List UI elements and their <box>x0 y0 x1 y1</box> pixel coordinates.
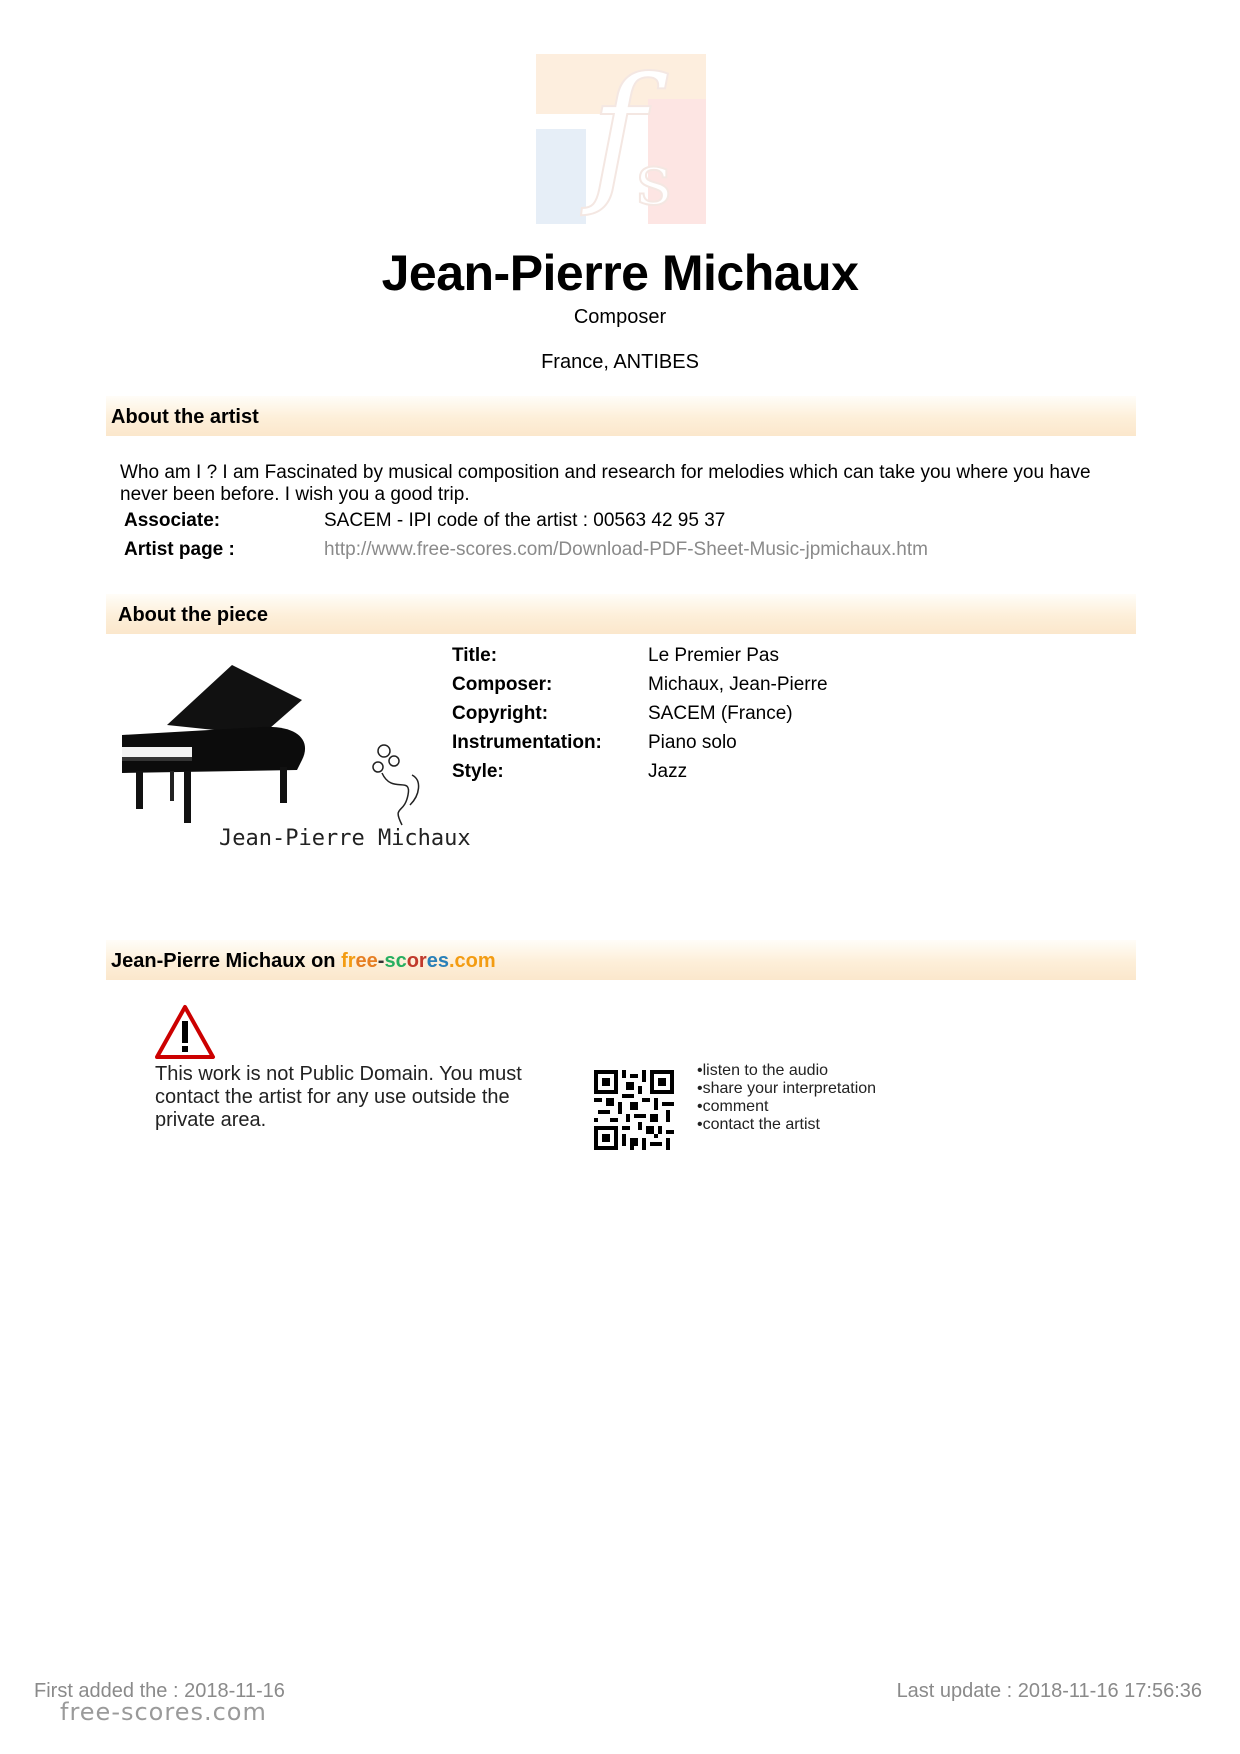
warning-triangle-icon <box>154 1004 216 1060</box>
site-name-part: or <box>406 950 427 972</box>
site-name-part: - <box>377 950 385 972</box>
piece-style-value: Jazz <box>648 761 688 782</box>
site-name-part: es <box>426 950 449 972</box>
svg-text:s: s <box>636 139 672 221</box>
artist-page-link[interactable]: http://www.free-scores.com/Download-PDF-Sheet-Music-jpmichaux.htm <box>324 539 928 560</box>
site-name[interactable] <box>341 950 496 972</box>
first-added-date: First added the : 2018-11-16 <box>34 1680 285 1702</box>
feature-list <box>697 1062 876 1134</box>
artist-location: France, ANTIBES <box>541 351 699 373</box>
associate-value: SACEM - IPI code of the artist : 00563 42 95 37 <box>324 510 726 531</box>
piece-composer-label: Composer: <box>452 674 553 695</box>
qr-code-icon[interactable] <box>594 1070 674 1150</box>
associate-label: Associate: <box>124 510 221 531</box>
site-name-part: fr <box>341 950 356 972</box>
piece-instrumentation-value: Piano solo <box>648 732 737 753</box>
logo-letters: f <box>590 46 646 220</box>
piece-copyright-label: Copyright: <box>452 703 549 724</box>
last-update-date: Last update : 2018-11-16 17:56:36 <box>896 1680 1202 1702</box>
image-signature: Jean-Pierre Michaux <box>219 826 471 851</box>
piece-title-value: Le Premier Pas <box>648 645 779 666</box>
heading-prefix: Jean-Pierre Michaux on <box>111 950 342 972</box>
piece-style-label: Style: <box>452 761 504 782</box>
feature-item: • share your interpretation <box>697 1080 876 1098</box>
site-name-part: ee <box>355 950 378 972</box>
section-title <box>111 950 496 973</box>
piece-title-label: Title: <box>452 645 498 666</box>
section-title: About the piece <box>118 604 269 626</box>
free-scores-logo <box>536 46 706 224</box>
artist-bio: Who am I ? I am Fascinated by musical composition and research for melodies which can take you where you have never been before. I wish you a good trip. <box>120 462 1091 505</box>
section-title: About the artist <box>111 406 259 428</box>
site-name-part: .com <box>448 950 496 972</box>
artist-name: Jean-Pierre Michaux <box>381 245 859 301</box>
site-name-part: sc <box>384 950 407 972</box>
feature-item: • listen to the audio <box>697 1062 876 1080</box>
artist-page-label: Artist page : <box>124 539 235 560</box>
feature-item: • comment <box>697 1098 876 1116</box>
feature-item: • contact the artist <box>697 1116 876 1134</box>
piece-instrumentation-label: Instrumentation: <box>452 732 602 753</box>
artist-role: Composer <box>573 306 667 328</box>
warning-text: This work is not Public Domain. You must contact the artist for any use outside the private area. <box>155 1063 522 1131</box>
piano-image <box>112 655 471 855</box>
about-artist-header <box>106 396 1136 436</box>
piece-composer-value: Michaux, Jean-Pierre <box>648 674 828 695</box>
piece-copyright-value: SACEM (France) <box>648 703 793 724</box>
about-piece-header <box>106 594 1136 634</box>
on-site-header <box>106 940 1136 980</box>
footer-logo: free-scores.com <box>60 1698 267 1726</box>
